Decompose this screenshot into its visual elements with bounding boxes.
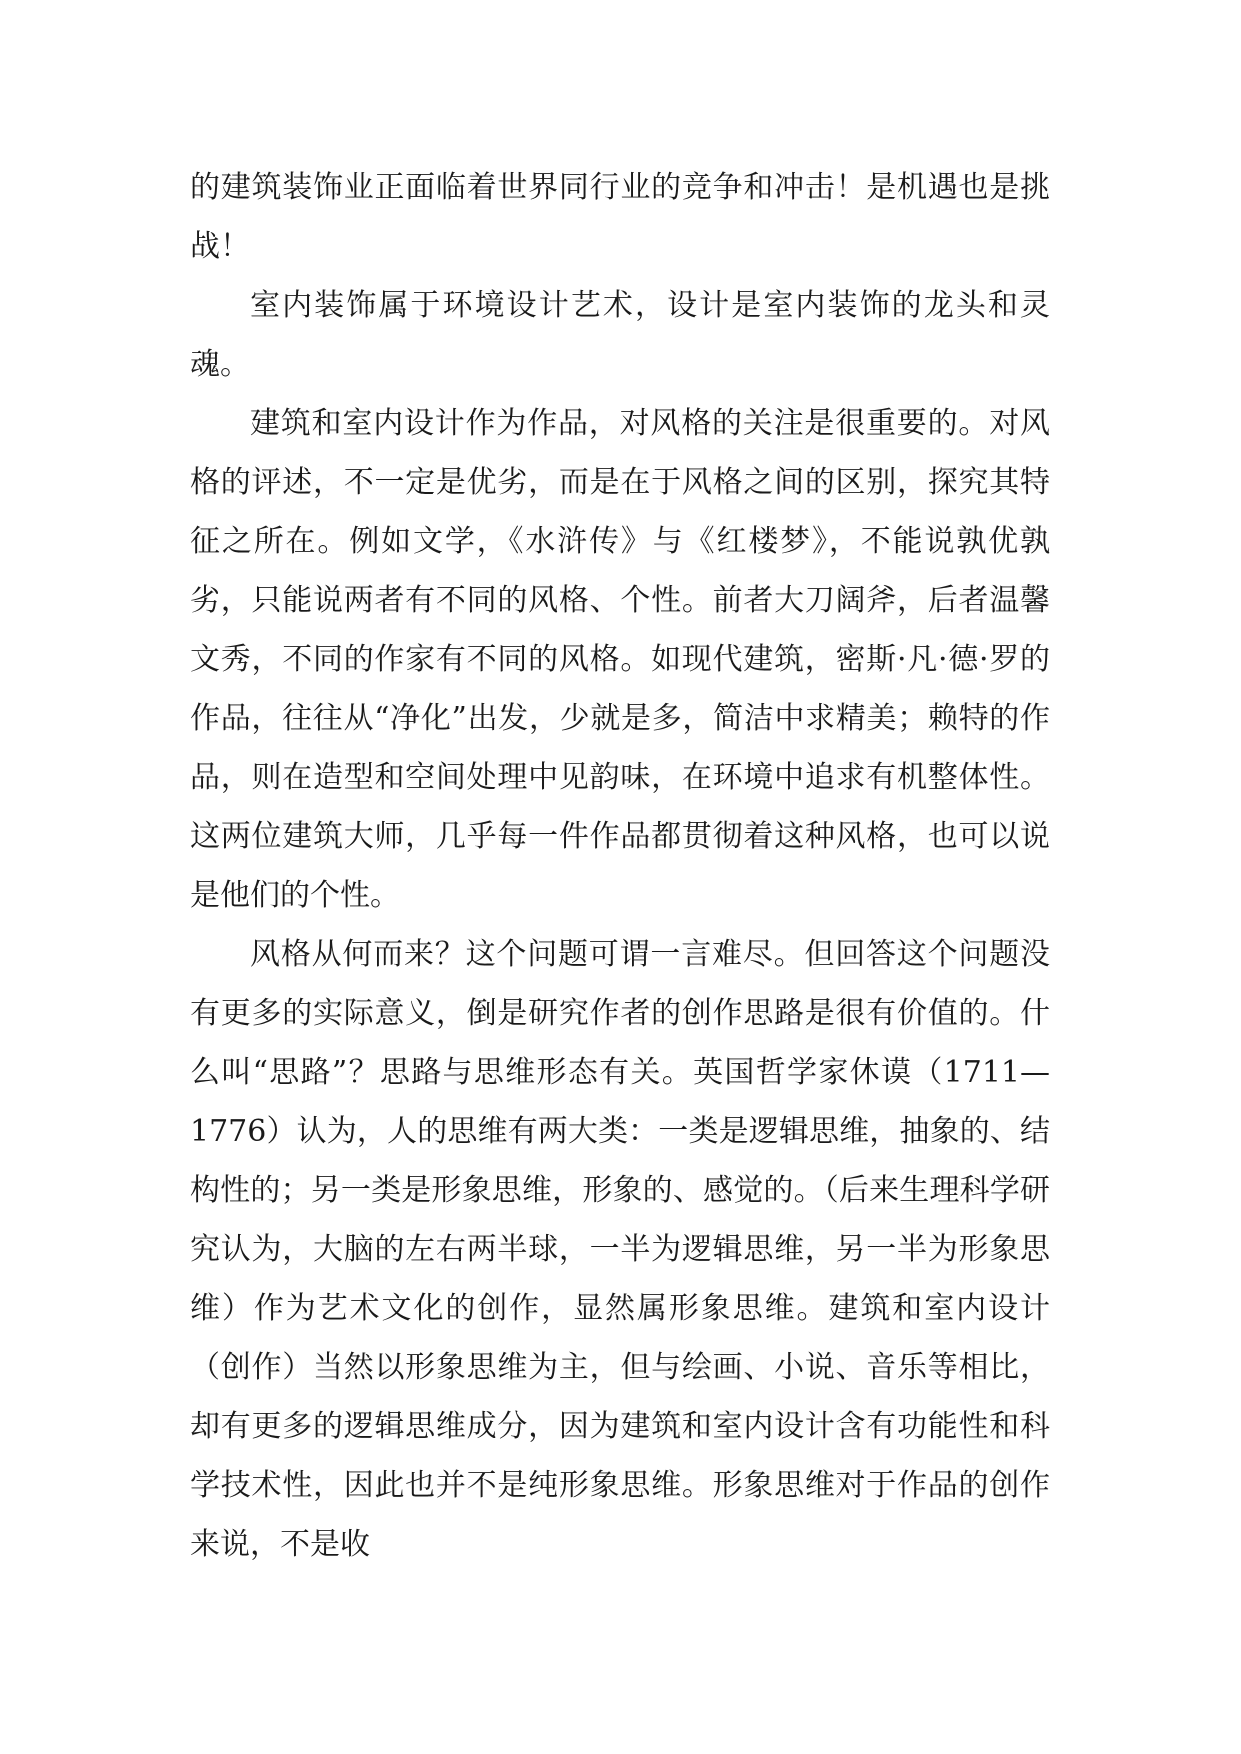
body-text [190,158,1050,1574]
paragraph-2: 室内装饰属于环境设计艺术，设计是室内装饰的龙头和灵魂。 [190,288,1050,382]
paragraph-4: 风格从何而来？这个问题可谓一言难尽。但回答这个问题没有更多的实际意义，倒是研究作者的创作思路是很有价值的。什么叫“思路”？思路与思维形态有关。英国哲学家休谟（1711—1776）认为，人的思维有两大类：一类是逻辑思维，抽象的、结构性的；另一类是形象思维，形象的、感觉的。（后来生理科学研究认为，大脑的左右两半球，一半为逻辑思维，另一半为形象思维）作为艺术文化的创作，显然属形象思维。建筑和室内设计（创作）当然以形象思维为主，但与绘画、小说、音乐等相比，却有更多的逻辑思维成分，因为建筑和室内设计含有功能性和科学技术性，因此也并不是纯形象思维。形象思维对于作品的创作来说，不是收 [190,937,1050,1562]
paragraph-1: 的建筑装饰业正面临着世界同行业的竞争和冲击！是机遇也是挑战！ [190,170,1050,264]
paragraph-3: 建筑和室内设计作为作品，对风格的关注是很重要的。对风格的评述，不一定是优劣，而是在于风格之间的区别，探究其特征之所在。例如文学，《水浒传》与《红楼梦》，不能说孰优孰劣，只能说两者有不同的风格、个性。前者大刀阔斧，后者温馨文秀，不同的作家有不同的风格。如现代建筑，密斯·凡·德·罗的作品，往往从“净化”出发，少就是多，简洁中求精美；赖特的作品，则在造型和空间处理中见韵味，在环境中追求有机整体性。这两位建筑大师，几乎每一件作品都贯彻着这种风格，也可以说是他们的个性。 [190,406,1050,913]
